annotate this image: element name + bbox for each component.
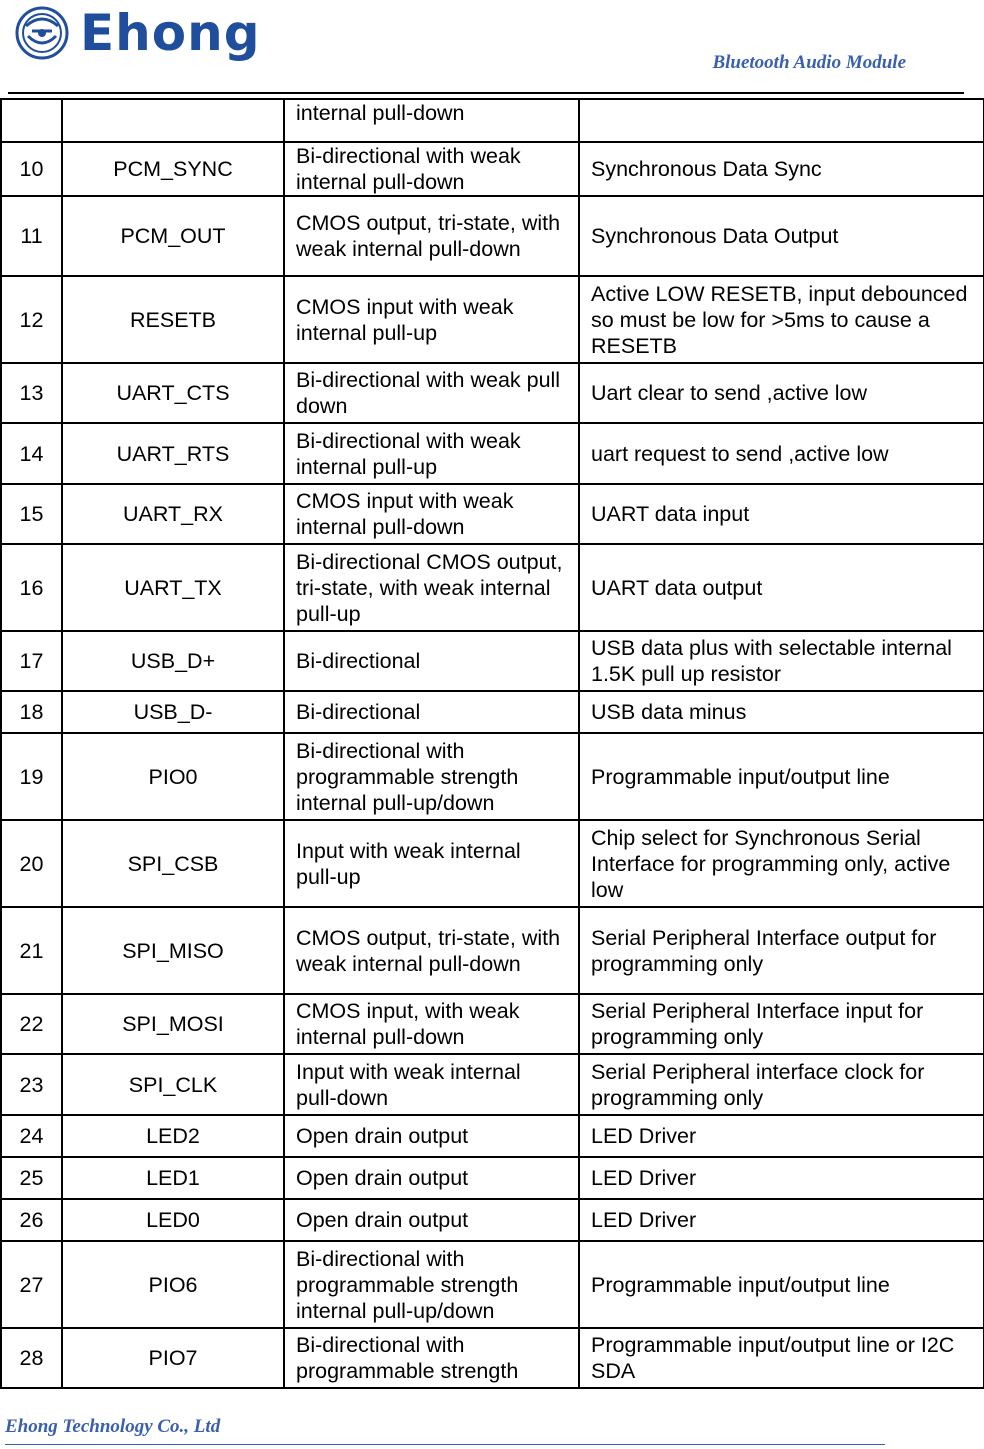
- pin-description-cell: Uart clear to send ,active low: [579, 363, 984, 423]
- pin-description-cell: Synchronous Data Output: [579, 196, 984, 276]
- pin-description-cell: [579, 99, 984, 142]
- pin-name-cell: UART_RX: [62, 484, 284, 544]
- pin-description-cell: Programmable input/output line: [579, 1241, 984, 1328]
- pin-number-cell: 23: [1, 1054, 62, 1115]
- table-row: [1, 1054, 984, 1115]
- pin-number-cell: 11: [1, 196, 62, 276]
- pin-type-cell: Bi-directional: [284, 631, 579, 691]
- pin-description-cell: Programmable input/output line or I2C SDA: [579, 1328, 984, 1388]
- pin-type-cell: internal pull-down: [284, 99, 579, 142]
- pin-number-cell: 24: [1, 1115, 62, 1157]
- table-row: [1, 423, 984, 484]
- pin-description-cell: USB data plus with selectable internal 1.5K pull up resistor: [579, 631, 984, 691]
- table-row: [1, 994, 984, 1054]
- pin-number-cell: 15: [1, 484, 62, 544]
- table-row: [1, 484, 984, 544]
- header-divider: [8, 92, 964, 94]
- pin-type-cell: CMOS input, with weak internal pull-down: [284, 994, 579, 1054]
- table-row: [1, 733, 984, 820]
- pin-name-cell: PIO0: [62, 733, 284, 820]
- pin-type-cell: Bi-directional: [284, 691, 579, 733]
- pin-name-cell: UART_CTS: [62, 363, 284, 423]
- pin-name-cell: UART_RTS: [62, 423, 284, 484]
- pin-description-cell: Serial Peripheral Interface output for programming only: [579, 907, 984, 994]
- brand-logo: [12, 6, 261, 60]
- table-row: [1, 544, 984, 631]
- pin-name-cell: LED2: [62, 1115, 284, 1157]
- pin-name-cell: USB_D-: [62, 691, 284, 733]
- pin-description-cell: USB data minus: [579, 691, 984, 733]
- pin-description-cell: Serial Peripheral interface clock for programming only: [579, 1054, 984, 1115]
- pin-type-cell: Bi-directional with weak internal pull-up: [284, 423, 579, 484]
- table-row: [1, 820, 984, 907]
- pin-description-cell: Serial Peripheral Interface input for programming only: [579, 994, 984, 1054]
- pin-number-cell: 21: [1, 907, 62, 994]
- pin-description-cell: LED Driver: [579, 1199, 984, 1241]
- pin-number-cell: 13: [1, 363, 62, 423]
- pin-type-cell: Bi-directional with weak pull down: [284, 363, 579, 423]
- pin-type-cell: Bi-directional with weak internal pull-down: [284, 142, 579, 196]
- pin-type-cell: Bi-directional CMOS output, tri-state, with weak internal pull-up: [284, 544, 579, 631]
- pin-number-cell: 18: [1, 691, 62, 733]
- pin-name-cell: PCM_SYNC: [62, 142, 284, 196]
- table-row: [1, 1241, 984, 1328]
- table-row: [1, 142, 984, 196]
- pin-name-cell: SPI_MOSI: [62, 994, 284, 1054]
- pin-number-cell: 26: [1, 1199, 62, 1241]
- pin-description-cell: UART data output: [579, 544, 984, 631]
- pin-number-cell: 27: [1, 1241, 62, 1328]
- document-subtitle: Bluetooth Audio Module: [712, 52, 906, 73]
- pin-type-cell: CMOS output, tri-state, with weak internal pull-down: [284, 196, 579, 276]
- pin-definition-table: [0, 98, 984, 1389]
- pin-description-cell: LED Driver: [579, 1157, 984, 1199]
- pin-name-cell: LED0: [62, 1199, 284, 1241]
- table-row: [1, 196, 984, 276]
- pin-number-cell: 12: [1, 276, 62, 363]
- pin-number-cell: 19: [1, 733, 62, 820]
- pin-name-cell: USB_D+: [62, 631, 284, 691]
- table-row: [1, 1328, 984, 1388]
- page-header: [0, 0, 984, 96]
- pin-number-cell: 22: [1, 994, 62, 1054]
- pin-number-cell: 20: [1, 820, 62, 907]
- pin-number-cell: 16: [1, 544, 62, 631]
- brand-name: Ehong: [80, 4, 261, 62]
- pin-name-cell: UART_TX: [62, 544, 284, 631]
- table-row: [1, 1157, 984, 1199]
- pin-number-cell: 14: [1, 423, 62, 484]
- pin-table-body: [1, 99, 984, 1388]
- pin-number-cell: 17: [1, 631, 62, 691]
- pin-type-cell: Open drain output: [284, 1115, 579, 1157]
- pin-name-cell: PIO7: [62, 1328, 284, 1388]
- pin-name-cell: SPI_CSB: [62, 820, 284, 907]
- pin-name-cell: PCM_OUT: [62, 196, 284, 276]
- pin-name-cell: SPI_MISO: [62, 907, 284, 994]
- footer-company: Ehong Technology Co., Ltd: [5, 1416, 221, 1437]
- pin-description-cell: Active LOW RESETB, input debounced so must be low for >5ms to cause a RESETB: [579, 276, 984, 363]
- table-row: [1, 631, 984, 691]
- pin-description-cell: UART data input: [579, 484, 984, 544]
- pin-type-cell: Input with weak internal pull-up: [284, 820, 579, 907]
- pin-description-cell: Chip select for Synchronous Serial Interface for programming only, active low: [579, 820, 984, 907]
- pin-description-cell: LED Driver: [579, 1115, 984, 1157]
- pin-type-cell: Input with weak internal pull-down: [284, 1054, 579, 1115]
- pin-type-cell: CMOS input with weak internal pull-up: [284, 276, 579, 363]
- pin-type-cell: CMOS output, tri-state, with weak internal pull-down: [284, 907, 579, 994]
- pin-name-cell: [62, 99, 284, 142]
- pin-name-cell: RESETB: [62, 276, 284, 363]
- ehong-logo-icon: [12, 6, 76, 60]
- table-row: [1, 99, 984, 142]
- footer-divider: [5, 1444, 885, 1445]
- table-row: [1, 363, 984, 423]
- pin-type-cell: Bi-directional with programmable strength internal pull-up/down: [284, 733, 579, 820]
- pin-number-cell: 28: [1, 1328, 62, 1388]
- pin-type-cell: Open drain output: [284, 1199, 579, 1241]
- pin-number-cell: 10: [1, 142, 62, 196]
- pin-description-cell: Synchronous Data Sync: [579, 142, 984, 196]
- pin-name-cell: PIO6: [62, 1241, 284, 1328]
- pin-type-cell: Bi-directional with programmable strength: [284, 1328, 579, 1388]
- pin-type-cell: Open drain output: [284, 1157, 579, 1199]
- table-row: [1, 691, 984, 733]
- table-row: [1, 1199, 984, 1241]
- pin-name-cell: SPI_CLK: [62, 1054, 284, 1115]
- pin-type-cell: Bi-directional with programmable strength internal pull-up/down: [284, 1241, 579, 1328]
- pin-type-cell: CMOS input with weak internal pull-down: [284, 484, 579, 544]
- pin-number-cell: 25: [1, 1157, 62, 1199]
- table-row: [1, 907, 984, 994]
- table-row: [1, 276, 984, 363]
- pin-description-cell: uart request to send ,active low: [579, 423, 984, 484]
- pin-number-cell: [1, 99, 62, 142]
- pin-description-cell: Programmable input/output line: [579, 733, 984, 820]
- table-row: [1, 1115, 984, 1157]
- pin-name-cell: LED1: [62, 1157, 284, 1199]
